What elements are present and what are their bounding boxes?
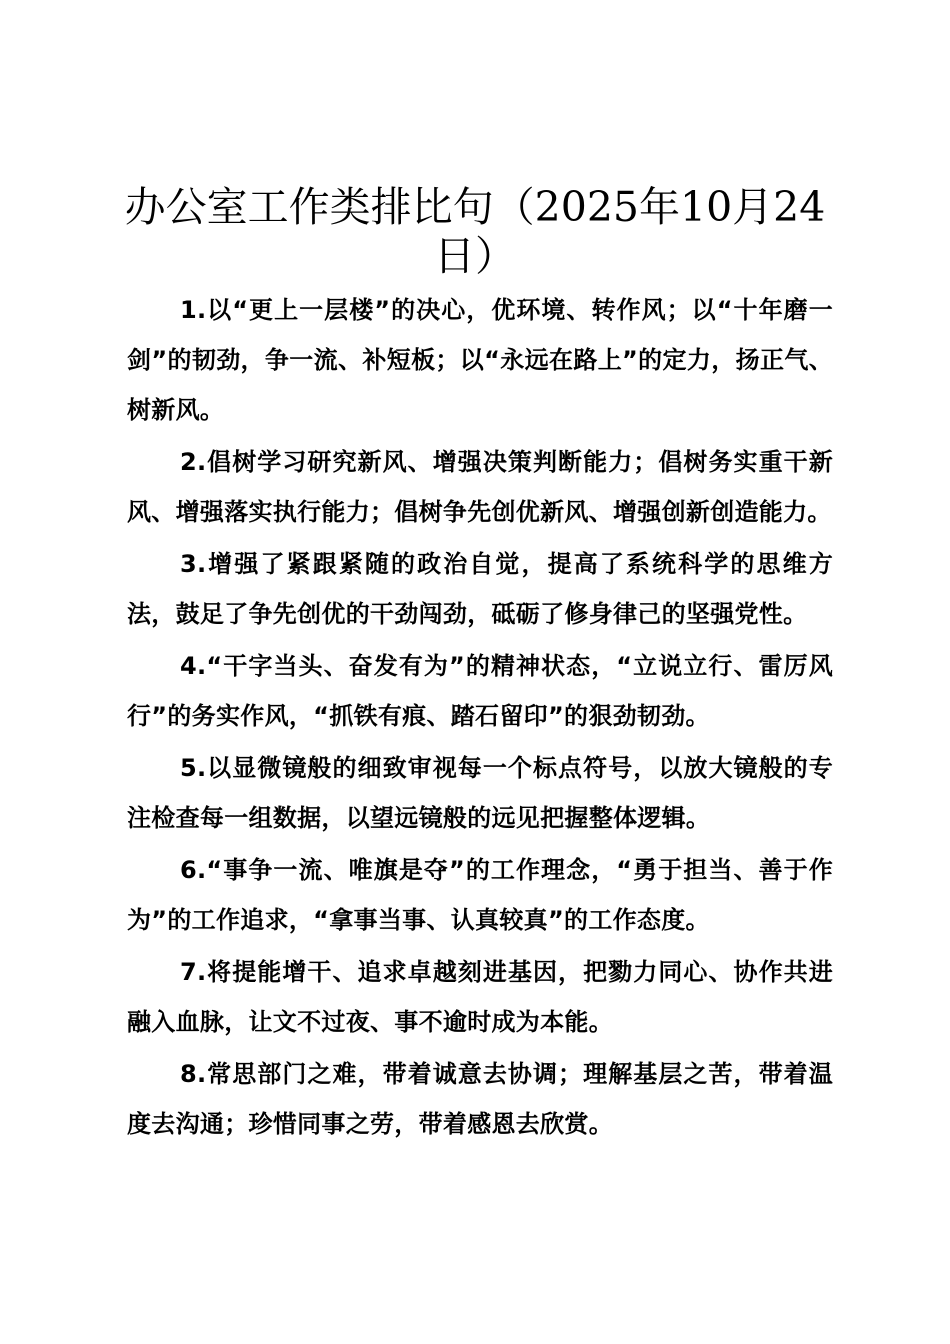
paragraph-4: 4.“干字当头、奋发有为”的精神状态，“立说立行、雷厉风行”的务实作风，“抓铁有痕、踏石留印”的狠劲韧劲。 [127, 652, 833, 730]
document-body [127, 285, 833, 1151]
paragraph-6: 6.“事争一流、唯旗是夺”的工作理念，“勇于担当、善于作为”的工作追求，“拿事当事、认真较真”的工作态度。 [127, 856, 833, 934]
paragraph-7: 7.将提能增干、追求卓越刻进基因，把勠力同心、协作共进融入血脉，让文不过夜、事不逾时成为本能。 [127, 958, 833, 1036]
paragraph-1: 1.以“更上一层楼”的决心，优环境、转作风；以“十年磨一剑”的韧劲，争一流、补短板；以“永远在路上”的定力，扬正气、树新风。 [127, 296, 833, 424]
paragraph-3: 3.增强了紧跟紧随的政治自觉，提高了系统科学的思维方法，鼓足了争先创优的干劲闯劲，砥砺了修身律己的坚强党性。 [127, 550, 833, 628]
paragraph-8: 8.常思部门之难，带着诚意去协调；理解基层之苦，带着温度去沟通；珍惜同事之劳，带着感恩去欣赏。 [127, 1060, 833, 1138]
document-title: 办公室工作类排比句（2025年10月24日） [124, 183, 826, 280]
paragraph-2: 2.倡树学习研究新风、增强决策判断能力；倡树务实重干新风、增强落实执行能力；倡树争先创优新风、增强创新创造能力。 [127, 448, 833, 526]
paragraph-5: 5.以显微镜般的细致审视每一个标点符号，以放大镜般的专注检查每一组数据，以望远镜般的远见把握整体逻辑。 [127, 754, 833, 832]
